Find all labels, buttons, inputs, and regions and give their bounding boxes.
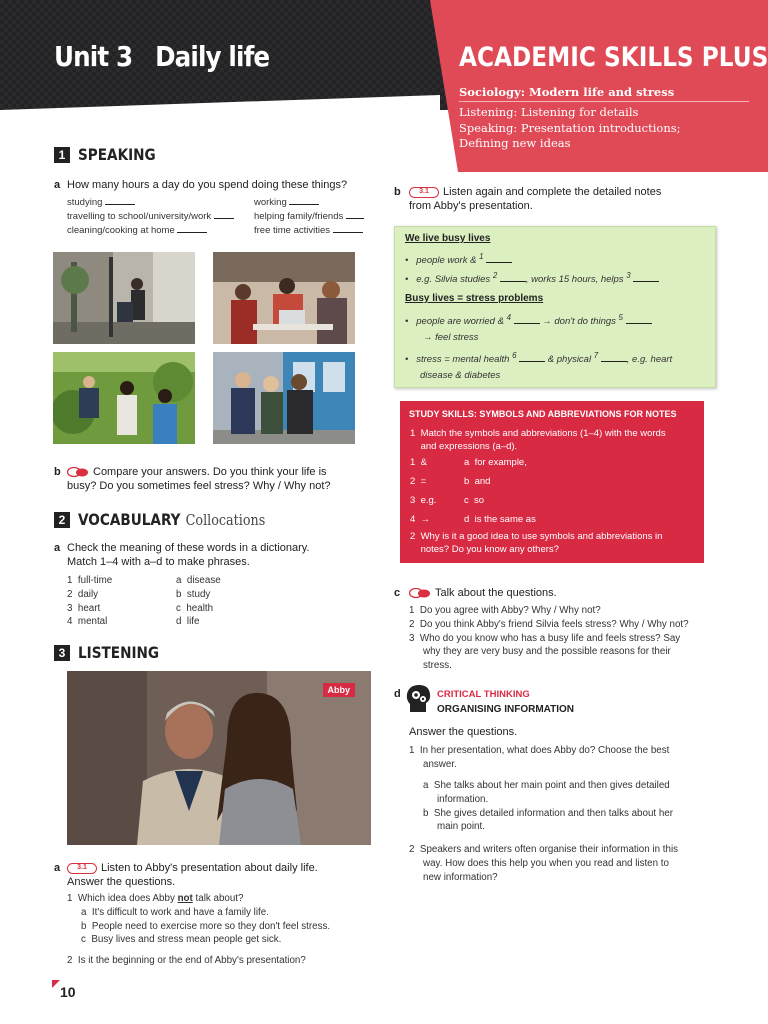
page-corner-mark	[52, 980, 60, 988]
section-listening-heading	[54, 643, 173, 662]
right-c-text: Talk about the questions.	[409, 586, 557, 600]
notes-line: → feel stress	[423, 332, 479, 343]
panel-line: Defining new ideas	[459, 136, 571, 150]
panel-title: ACADEMIC SKILLS PLUS	[459, 42, 768, 73]
right-d-intro: Answer the questions.	[409, 726, 518, 738]
right-c-list: 1 Do you agree with Abby? Why / Why not? 2 Do you think Abby's friend Silvia feels stress? Why / Why not? 3 Who do you know who has a busy life and feels stress? Say why they are very busy and the possible reasons for their stress.	[409, 605, 689, 672]
photo-abby-and-father	[67, 671, 371, 845]
section-label: LISTENING	[78, 643, 160, 662]
meaning-row: c so	[464, 495, 485, 506]
panel-line: Listening: Listening for details	[459, 105, 639, 119]
photo-cleaning	[53, 252, 195, 344]
panel-line: Speaking: Presentation introductions;	[459, 120, 681, 135]
symbol-row: 3 e.g.	[410, 495, 437, 506]
question-letter: c	[394, 587, 401, 599]
question-letter: b	[394, 186, 401, 198]
question-letter: d	[394, 688, 401, 700]
section-number: 1	[54, 147, 70, 163]
photo-garden	[53, 352, 195, 444]
speaking-b-text: Compare your answers. Do you think your life is busy? Do you sometimes feel stress? Why / Why not?	[67, 466, 331, 492]
page-number: 10	[60, 984, 76, 1000]
notes-line: • people work & $^1$	[405, 252, 512, 266]
study-skills-item: 2 Why is it a good idea to use symbols and abbreviations in notes? Do you know any others?	[410, 531, 663, 555]
panel-skill-lines	[459, 105, 681, 152]
listening-question-1: 1 Which idea does Abby not talk about? a It's difficult to work and have a family life. b People need to exercise more so they don't feel stress. c Busy lives and stress mean people get sick.	[67, 893, 331, 946]
vocabulary-a-text: Check the meaning of these words in a dictionary. Match 1–4 with a–d to make phrases.	[67, 542, 310, 568]
question-letter: a	[54, 179, 61, 191]
right-d-q1: 1 In her presentation, what does Abby do? Choose the best answer.	[409, 745, 670, 770]
activity-item: travelling to school/university/work	[67, 211, 234, 222]
question-letter: b	[54, 466, 61, 478]
question-letter: a	[54, 542, 61, 554]
unit-title: Unit 3 Daily life	[54, 40, 270, 73]
audio-track-icon[interactable]: 3.1	[409, 187, 439, 198]
listening-a-text: 3.1 Listen to Abby's presentation about daily life. Answer the questions.	[67, 862, 318, 888]
vocab-left-list: 1 full-time 2 daily 3 heart 4 mental	[67, 575, 113, 628]
critical-thinking-head-icon	[406, 684, 432, 714]
section-label: VOCABULARY Collocations	[78, 510, 266, 529]
notes-line: • people are worried & $^4$ → don't do things $^5$	[405, 313, 652, 327]
photo-students	[213, 252, 355, 344]
activity-item: helping family/friends	[254, 211, 364, 222]
panel-divider	[459, 101, 749, 102]
activity-item: working	[254, 197, 319, 208]
study-skills-title: STUDY SKILLS: SYMBOLS AND ABBREVIATIONS FOR NOTES	[409, 409, 677, 419]
section-speaking-heading	[54, 145, 169, 164]
vocab-right-list: a disease b study c health d life	[176, 575, 221, 628]
notes-heading: Busy lives = stress problems	[405, 293, 544, 304]
listening-question-2: 2 Is it the beginning or the end of Abby's presentation?	[67, 955, 306, 966]
critical-thinking-label: CRITICAL THINKING	[437, 689, 530, 700]
meaning-row: b and	[464, 476, 491, 487]
symbol-row: 2 =	[410, 476, 427, 487]
section-number: 2	[54, 512, 70, 528]
study-skills-box	[400, 401, 704, 563]
meaning-row: a for example,	[464, 457, 527, 468]
speaking-a-text: How many hours a day do you spend doing these things?	[67, 179, 348, 191]
activity-item: free time activities	[254, 225, 363, 236]
section-number: 3	[54, 645, 70, 661]
study-skills-item: 1 Match the symbols and abbreviations (1–4) with the words and expressions (a–d).	[410, 428, 666, 452]
notes-heading: We live busy lives	[405, 233, 491, 244]
section-vocabulary-heading	[54, 510, 298, 529]
critical-thinking-sub: ORGANISING INFORMATION	[437, 704, 575, 715]
activity-item: cleaning/cooking at home	[67, 225, 207, 236]
symbol-row: 1 &	[410, 457, 427, 468]
section-label: SPEAKING	[78, 145, 156, 164]
activity-item: studying	[67, 197, 135, 208]
symbol-row: 4 →	[410, 514, 431, 525]
speech-bubbles-icon	[67, 467, 89, 478]
right-d-q1-options: a She talks about her main point and then gives detailed information. b She gives detailed information and then talks about her main point.	[423, 780, 673, 833]
audio-track-icon[interactable]: 3.1	[67, 863, 97, 874]
notes-line: • e.g. Silvia studies $^2$ , works 15 hours, helps $^3$	[405, 271, 659, 285]
right-d-q2: 2 Speakers and writers often organise their information in this way. How does this help you when you read and listen to new information?	[409, 844, 679, 883]
speech-bubbles-icon	[409, 588, 431, 599]
notes-line: disease & diabetes	[420, 370, 501, 381]
right-b-text: 3.1 Listen again and complete the detailed notes from Abby's presentation.	[409, 186, 662, 212]
meaning-row: d is the same as	[464, 514, 536, 525]
panel-subtitle: Sociology: Modern life and stress	[459, 85, 675, 99]
question-letter: a	[54, 862, 61, 874]
photo-name-tag: Abby	[323, 683, 356, 697]
notes-line: • stress = mental health $^6$ & physical $^7$ , e.g. heart	[405, 351, 673, 366]
photo-train-station	[213, 352, 355, 444]
notes-box	[394, 226, 716, 388]
